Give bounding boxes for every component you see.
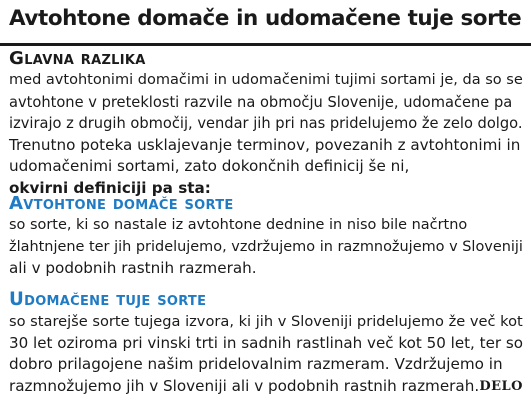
text-line: udomačenimi sortami, zato dokončnih definicij še ni, bbox=[9, 157, 410, 175]
page-title: Avtohtone domače in udomačene tuje sorte bbox=[9, 6, 522, 31]
title-bar bbox=[0, 0, 531, 46]
text-line: žlahtnjene ter jih pridelujemo, vzdržujemo in razmnožujemo v Sloveniji bbox=[9, 238, 523, 255]
definitions-intro: okvirni definiciji pa sta: bbox=[9, 178, 211, 197]
section-text bbox=[9, 311, 523, 397]
text-line: 30 let oziroma pri vinski trti in sadnih rastlinah več kot 50 let, ter so bbox=[9, 333, 523, 352]
section-text bbox=[9, 215, 523, 280]
section-heading: Udomačene tuje sorte bbox=[9, 289, 207, 310]
text-line: razmnožujemo jih v Sloveniji ali v podobnih rastnih razmerah. bbox=[9, 376, 480, 395]
section-autochthonous bbox=[9, 193, 523, 280]
section-text bbox=[9, 70, 523, 178]
text-line: so starejše sorte tujega izvora, ki jih v Sloveniji pridelujemo že več kot bbox=[9, 313, 523, 330]
section-main-difference bbox=[9, 48, 523, 199]
section-heading: Avtohtone domače sorte bbox=[9, 193, 234, 214]
text-line: ali v podobnih rastnih razmerah. bbox=[9, 259, 257, 277]
text-line: avtohtone v preteklosti razvile na območju Slovenije, udomačene pa bbox=[9, 93, 513, 111]
text-line: Trenutno poteka usklajevanje terminov, povezanih z avtohtonimi in bbox=[9, 135, 521, 154]
delo-logo: DELO bbox=[479, 379, 523, 394]
text-line: izvirajo z drugih območij, vendar jih pri nas pridelujemo že zelo dolgo. bbox=[9, 115, 523, 132]
section-heading: Glavna razlika bbox=[9, 48, 146, 69]
text-line: med avtohtonimi domačimi in udomačenimi tujimi sortami je, da so se bbox=[9, 72, 523, 88]
text-line: so sorte, ki so nastale iz avtohtone dednine in niso bile načrtno bbox=[9, 217, 468, 233]
text-line: dobro prilagojene našim pridelovalnim razmeram. Vzdržujemo in bbox=[9, 355, 503, 373]
section-domesticated bbox=[9, 289, 523, 397]
